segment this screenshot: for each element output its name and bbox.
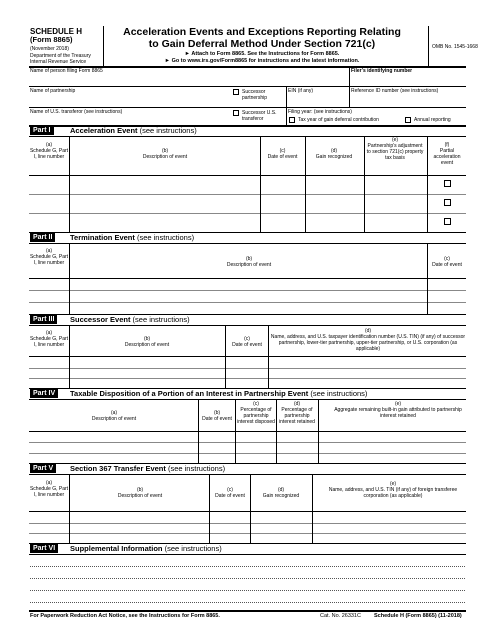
paperwork-notice: For Paperwork Reduction Act Notice, see the Instructions for Form 8865.: [30, 613, 220, 619]
omb-number: OMB No. 1545-1668: [432, 44, 478, 50]
p3-col-d-header: (d) Name, address, and U.S. taxpayer identification number (U.S. TIN) (if any) of successor partnership, lower-tier partnership, upper-tier partnership, or U.S. corporation (as applicable): [270, 328, 466, 352]
p1-col-b-header: (b) Description of event: [142, 148, 188, 160]
part3-title: Successor Event (see instructions): [70, 315, 190, 324]
supplemental-line-1[interactable]: [30, 566, 465, 567]
p5-col-a-header: (a) Schedule G, Part I, line number: [29, 480, 69, 498]
p1-col-d-header: (d) Gain recognized: [315, 148, 353, 160]
schedule-label: SCHEDULE H: [30, 27, 83, 36]
part5-badge: Part V: [30, 464, 56, 473]
filer-id-label: Filer’s identifying number: [351, 68, 413, 74]
supplemental-line-4[interactable]: [30, 602, 465, 603]
p1-partial-checkbox-row3[interactable]: [444, 218, 451, 225]
name-filing-field[interactable]: [30, 75, 348, 85]
form-title-line1: Acceleration Events and Exceptions Reporting Relating: [123, 26, 401, 38]
p5-col-d-header: (d) Gain recognized: [262, 487, 300, 499]
p1-col-e-header: (e) Partnership’s adjustment to section 721(c) property tax basis: [366, 137, 424, 161]
p3-col-b-header: (b) Description of event: [124, 336, 170, 348]
p5-col-b-header: (b) Description of event: [117, 487, 163, 499]
p1-col-f-header: (f) Partial acceleration event: [433, 142, 461, 166]
part4-title: Taxable Disposition of a Portion of an Interest in Partnership Event (see instructions): [70, 389, 368, 398]
filer-id-field[interactable]: [351, 75, 465, 85]
p5-col-c-header: (c) Date of event: [215, 487, 245, 499]
p1-col-a-header: (a) Schedule G, Part I, line number: [29, 142, 69, 160]
ein-label: EIN (if any): [288, 88, 314, 94]
supplemental-line-2[interactable]: [30, 578, 465, 579]
attach-instruction: ► Attach to Form 8865. See the Instructions for Form 8865.: [184, 51, 340, 57]
filing-year-label: Filing year: (see instructions): [288, 109, 352, 115]
reference-id-label: Reference ID number (see instructions): [351, 88, 439, 94]
part1-badge: Part I: [30, 126, 54, 135]
successor-partnership-checkbox[interactable]: [233, 89, 239, 95]
successor-transferor-label: Successor U.S. transferor: [242, 110, 277, 122]
p2-col-b-header: (b) Description of event: [226, 256, 272, 268]
p3-col-a-header: (a) Schedule G, Part I, line number: [29, 330, 69, 348]
annual-reporting-checkbox[interactable]: [405, 117, 411, 123]
p4-col-a-header: (a) Description of event: [91, 410, 137, 422]
tax-year-checkbox[interactable]: [289, 117, 295, 123]
part2-title: Termination Event (see instructions): [70, 233, 195, 242]
reference-id-field[interactable]: [351, 95, 465, 105]
p3-col-c-header: (c) Date of event: [232, 336, 262, 348]
form-title-line2: to Gain Deferral Method Under Section 721(c): [148, 38, 376, 50]
department-label: Department of the Treasury: [30, 53, 91, 59]
part6-title: Supplemental Information (see instructions): [70, 544, 222, 553]
p4-col-c-header: (c) Percentage of partnership interest disposed: [237, 401, 275, 425]
revision-date: (November 2018): [30, 46, 69, 52]
catalog-number: Cat. No. 26331C: [320, 613, 361, 619]
ein-field[interactable]: [288, 95, 348, 105]
supplemental-line-3[interactable]: [30, 590, 465, 591]
name-transferor-field[interactable]: [30, 116, 228, 125]
part1-title: Acceleration Event (see instructions): [70, 126, 197, 135]
p4-col-e-header: (e) Aggregate remaining built-in gain attributed to partnership interest retained: [334, 401, 462, 419]
form-number: (Form 8865): [30, 35, 73, 44]
goto-instruction: ► Go to www.irs.gov/Form8865 for instructions and the latest information.: [164, 58, 360, 64]
part3-badge: Part III: [30, 315, 57, 324]
p1-partial-checkbox-row2[interactable]: [444, 199, 451, 206]
part2-badge: Part II: [30, 233, 55, 242]
footer-schedule: Schedule H (Form 8865) (11-2018): [374, 613, 462, 619]
name-filing-label: Name of person filing Form 8865: [30, 68, 103, 74]
name-partnership-label: Name of partnership: [30, 88, 76, 94]
part6-badge: Part VI: [30, 544, 58, 553]
part5-title: Section 367 Transfer Event (see instructions): [70, 464, 226, 473]
p1-col-c-header: (c) Date of event: [267, 148, 298, 160]
annual-reporting-label: Annual reporting: [414, 117, 451, 123]
p2-col-a-header: (a) Schedule G, Part I, line number: [29, 248, 69, 266]
successor-transferor-checkbox[interactable]: [233, 110, 239, 116]
tax-year-label: Tax year of gain deferral contribution: [298, 117, 379, 123]
name-partnership-field[interactable]: [30, 95, 228, 105]
p1-partial-checkbox-row1[interactable]: [444, 180, 451, 187]
p2-col-c-header: (c) Date of event: [432, 256, 462, 268]
p4-col-d-header: (d) Percentage of partnership interest retained: [279, 401, 315, 425]
successor-partnership-label: Successor partnership: [242, 89, 268, 101]
name-transferor-label: Name of U.S. transferor (see instructions): [30, 109, 123, 115]
part4-badge: Part IV: [30, 389, 58, 398]
p4-col-b-header: (b) Date of event: [202, 410, 232, 422]
p5-col-e-header: (e) Name, address, and U.S. TIN (if any) of foreign transferee corporation (as applicable): [328, 481, 458, 499]
agency-label: Internal Revenue Service: [30, 59, 87, 65]
